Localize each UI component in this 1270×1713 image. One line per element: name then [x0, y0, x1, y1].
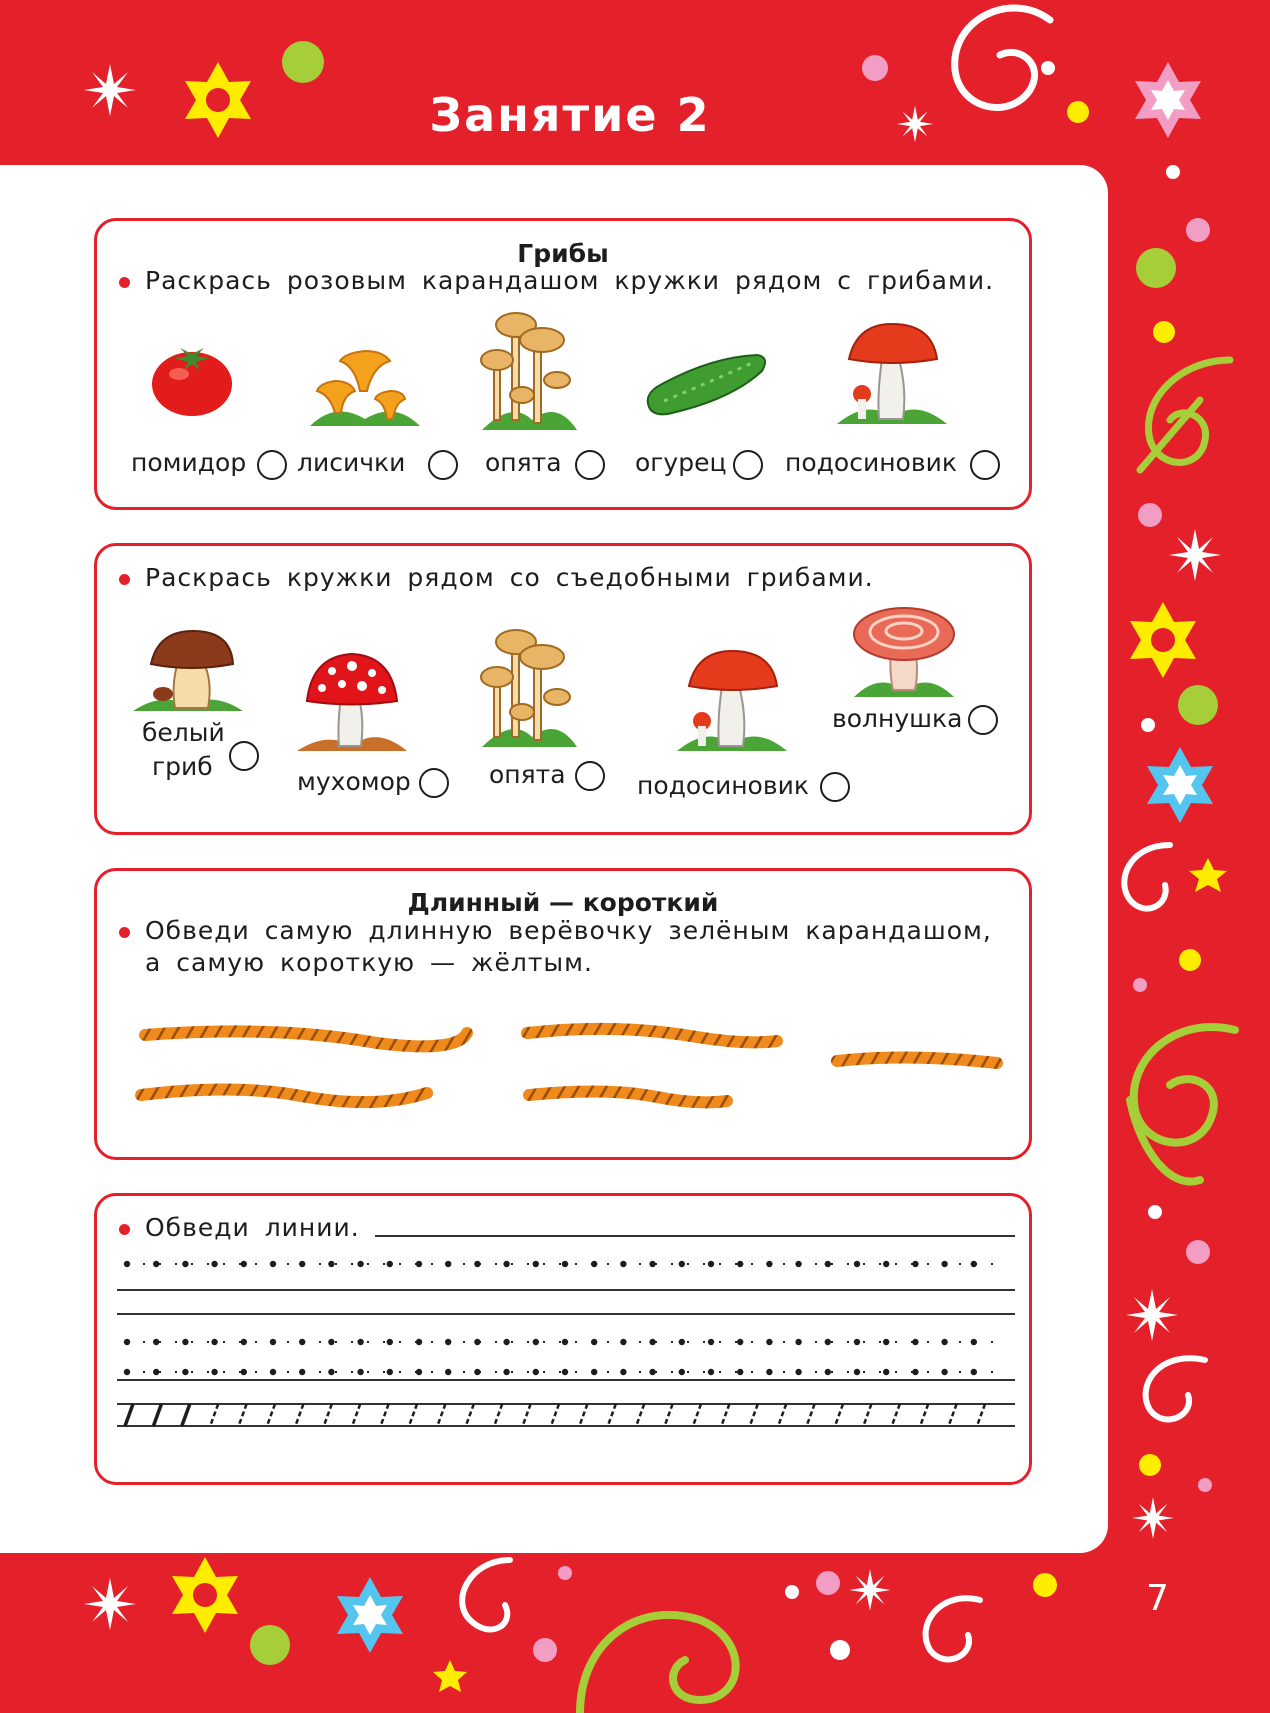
- panel-title-long-short: Длинный — короткий: [407, 888, 719, 917]
- trace-dot: [211, 1261, 217, 1267]
- trace-dot: [328, 1369, 334, 1375]
- trace-dot: [737, 1339, 743, 1345]
- trace-dot: [270, 1261, 276, 1267]
- trace-dot: [241, 1339, 247, 1345]
- trace-dot: [182, 1339, 188, 1345]
- trace-dot: [416, 1261, 422, 1267]
- trace-slash: [267, 1404, 275, 1426]
- trace-dot: [299, 1369, 305, 1375]
- bullet: [119, 927, 130, 938]
- trace-dot: [971, 1369, 977, 1375]
- trace-dot: [883, 1369, 889, 1375]
- trace-dot: [533, 1261, 539, 1267]
- page-number: 7: [1146, 1578, 1169, 1619]
- trace-dot: [679, 1261, 685, 1267]
- trace-dot: [941, 1339, 947, 1345]
- trace-slash: [636, 1404, 644, 1426]
- label-porcini-line1: белый: [142, 718, 225, 747]
- trace-dot: [620, 1261, 626, 1267]
- label-porcini-line2: гриб: [152, 752, 213, 781]
- label-fly-agaric: мухомор: [297, 767, 411, 796]
- trace-dot: [387, 1369, 393, 1375]
- trace-slash: [182, 1404, 190, 1426]
- trace-dot: [941, 1369, 947, 1375]
- rope-icon: [145, 1031, 467, 1046]
- trace-slash: [920, 1404, 928, 1426]
- trace-slash: [579, 1404, 587, 1426]
- trace-slash: [551, 1404, 559, 1426]
- circle-honey-mushrooms-1[interactable]: [575, 450, 605, 480]
- trace-dot: [503, 1339, 509, 1345]
- trace-dot: [270, 1369, 276, 1375]
- lesson-title: Занятие 2: [429, 88, 711, 142]
- circle-orange-cap-boletus-2[interactable]: [820, 772, 850, 802]
- trace-slash: [721, 1404, 729, 1426]
- trace-dot: [591, 1261, 597, 1267]
- trace-dot: [679, 1369, 685, 1375]
- label-chanterelles: лисички: [297, 448, 406, 477]
- trace-slash: [778, 1404, 786, 1426]
- trace-dot: [153, 1261, 159, 1267]
- trace-dot: [766, 1369, 772, 1375]
- panel-edible-mushrooms: [94, 543, 1032, 835]
- trace-slash: [949, 1404, 957, 1426]
- bullet: [119, 277, 130, 288]
- trace-dot: [825, 1261, 831, 1267]
- honey-mushroom-icon: [472, 622, 582, 752]
- trace-dot: [387, 1339, 393, 1345]
- cucumber-icon: [642, 349, 772, 419]
- trace-slash: [523, 1404, 531, 1426]
- trace-dot: [971, 1261, 977, 1267]
- porcini-icon: [133, 626, 243, 716]
- panel-trace-lines: [94, 1193, 1032, 1485]
- trace-dot: [795, 1339, 801, 1345]
- trace-dot: [912, 1261, 918, 1267]
- trace-slash: [494, 1404, 502, 1426]
- trace-dot: [679, 1339, 685, 1345]
- trace-slash: [892, 1404, 900, 1426]
- task-text-line1: Обведи самую длинную верёвочку зелёным карандашом,: [145, 916, 992, 945]
- trace-dot: [620, 1339, 626, 1345]
- trace-dot: [124, 1261, 130, 1267]
- trace-dot: [825, 1339, 831, 1345]
- trace-slash: [153, 1404, 161, 1426]
- trace-dot: [387, 1261, 393, 1267]
- trace-dot: [474, 1261, 480, 1267]
- task-text: Раскрась кружки рядом со съедобными грибами.: [145, 563, 874, 592]
- circle-fly-agaric[interactable]: [419, 768, 449, 798]
- trace-slash: [693, 1404, 701, 1426]
- trace-dot: [153, 1369, 159, 1375]
- trace-dot: [795, 1369, 801, 1375]
- trace-dot: [533, 1369, 539, 1375]
- task-text: Раскрась розовым карандашом кружки рядом с грибами.: [145, 266, 995, 295]
- trace-slash: [863, 1404, 871, 1426]
- trace-dot: [649, 1369, 655, 1375]
- trace-dot: [182, 1261, 188, 1267]
- trace-slash: [437, 1404, 445, 1426]
- trace-dot: [766, 1261, 772, 1267]
- trace-dot: [416, 1339, 422, 1345]
- trace-dot: [649, 1339, 655, 1345]
- fly-agaric-icon: [297, 646, 407, 756]
- trace-dot: [533, 1339, 539, 1345]
- trace-dot: [299, 1261, 305, 1267]
- trace-slash: [409, 1404, 417, 1426]
- trace-slash: [835, 1404, 843, 1426]
- trace-dot: [854, 1369, 860, 1375]
- trace-dot: [854, 1261, 860, 1267]
- circle-honey-mushrooms-2[interactable]: [575, 761, 605, 791]
- trace-dot: [328, 1261, 334, 1267]
- trace-dot: [357, 1369, 363, 1375]
- trace-slash: [324, 1404, 332, 1426]
- trace-dot: [708, 1339, 714, 1345]
- trace-dot: [503, 1369, 509, 1375]
- honey-mushroom-icon: [472, 305, 582, 435]
- trace-slash: [750, 1404, 758, 1426]
- trace-dot: [649, 1261, 655, 1267]
- trace-dot: [241, 1261, 247, 1267]
- trace-dot: [912, 1339, 918, 1345]
- trace-slash: [665, 1404, 673, 1426]
- task-text: Обведи линии.: [145, 1213, 360, 1242]
- tomato-icon: [147, 339, 237, 419]
- rope-icon: [141, 1089, 427, 1102]
- trace-slash: [977, 1404, 985, 1426]
- trace-dot: [270, 1339, 276, 1345]
- circle-porcini[interactable]: [229, 741, 259, 771]
- trace-slash: [239, 1404, 247, 1426]
- trace-dot: [971, 1339, 977, 1345]
- orange-cap-boletus-icon: [677, 646, 787, 756]
- trace-dot: [445, 1369, 451, 1375]
- trace-slash: [125, 1404, 133, 1426]
- trace-dot: [912, 1369, 918, 1375]
- circle-chanterelles[interactable]: [428, 450, 458, 480]
- trace-dot: [474, 1369, 480, 1375]
- trace-slash: [608, 1404, 616, 1426]
- circle-orange-cap-boletus-1[interactable]: [970, 450, 1000, 480]
- trace-dot: [503, 1261, 509, 1267]
- trace-dot: [328, 1339, 334, 1345]
- label-cucumber: огурец: [635, 448, 727, 477]
- label-orange-cap-boletus-2: подосиновик: [637, 771, 809, 800]
- trace-dot: [766, 1339, 772, 1345]
- trace-dot: [153, 1339, 159, 1345]
- label-honey-mushrooms-2: опята: [489, 760, 566, 789]
- trace-dot: [562, 1339, 568, 1345]
- trace-dot: [620, 1369, 626, 1375]
- trace-dot: [474, 1339, 480, 1345]
- circle-cucumber[interactable]: [733, 450, 763, 480]
- trace-dot: [883, 1261, 889, 1267]
- panel-title-mushrooms: Грибы: [517, 239, 609, 268]
- task-text-line2: а самую короткую — жёлтым.: [145, 948, 593, 977]
- trace-dot: [562, 1369, 568, 1375]
- trace-dot: [357, 1261, 363, 1267]
- label-honey-mushrooms-1: опята: [485, 448, 562, 477]
- circle-tomato[interactable]: [257, 450, 287, 480]
- circle-woolly-milkcap[interactable]: [968, 705, 998, 735]
- tracing-lines[interactable]: [97, 1196, 1035, 1488]
- trace-dot: [299, 1339, 305, 1345]
- label-woolly-milkcap: волнушка: [832, 704, 963, 733]
- trace-dot: [795, 1261, 801, 1267]
- trace-slash: [210, 1404, 218, 1426]
- trace-dot: [708, 1261, 714, 1267]
- trace-dot: [211, 1339, 217, 1345]
- trace-dot: [562, 1261, 568, 1267]
- trace-slash: [352, 1404, 360, 1426]
- trace-slash: [295, 1404, 303, 1426]
- trace-dot: [591, 1369, 597, 1375]
- label-tomato: помидор: [131, 448, 247, 477]
- trace-dot: [708, 1369, 714, 1375]
- trace-dot: [883, 1339, 889, 1345]
- panel-long-short: [94, 868, 1032, 1160]
- trace-dot: [182, 1369, 188, 1375]
- trace-dot: [825, 1369, 831, 1375]
- ropes-group: [97, 1021, 1035, 1161]
- trace-slash: [466, 1404, 474, 1426]
- rope-icon: [837, 1057, 997, 1063]
- bullet: [119, 574, 130, 585]
- trace-dot: [445, 1261, 451, 1267]
- trace-dot: [591, 1339, 597, 1345]
- trace-dot: [445, 1339, 451, 1345]
- trace-slash: [807, 1404, 815, 1426]
- trace-dot: [124, 1369, 130, 1375]
- panel-mushrooms: [94, 218, 1032, 510]
- trace-dot: [737, 1261, 743, 1267]
- orange-cap-boletus-icon: [837, 319, 947, 429]
- trace-dot: [211, 1369, 217, 1375]
- trace-dot: [357, 1339, 363, 1345]
- rope-icon: [527, 1029, 777, 1043]
- label-orange-cap-boletus-1: подосиновик: [785, 448, 957, 477]
- trace-dot: [241, 1369, 247, 1375]
- rope-icon: [529, 1091, 727, 1102]
- trace-dot: [124, 1339, 130, 1345]
- trace-dot: [854, 1339, 860, 1345]
- woolly-milkcap-icon: [849, 602, 959, 702]
- trace-slash: [381, 1404, 389, 1426]
- trace-dot: [737, 1369, 743, 1375]
- trace-dot: [941, 1261, 947, 1267]
- trace-dot: [416, 1369, 422, 1375]
- chanterelle-icon: [305, 331, 425, 431]
